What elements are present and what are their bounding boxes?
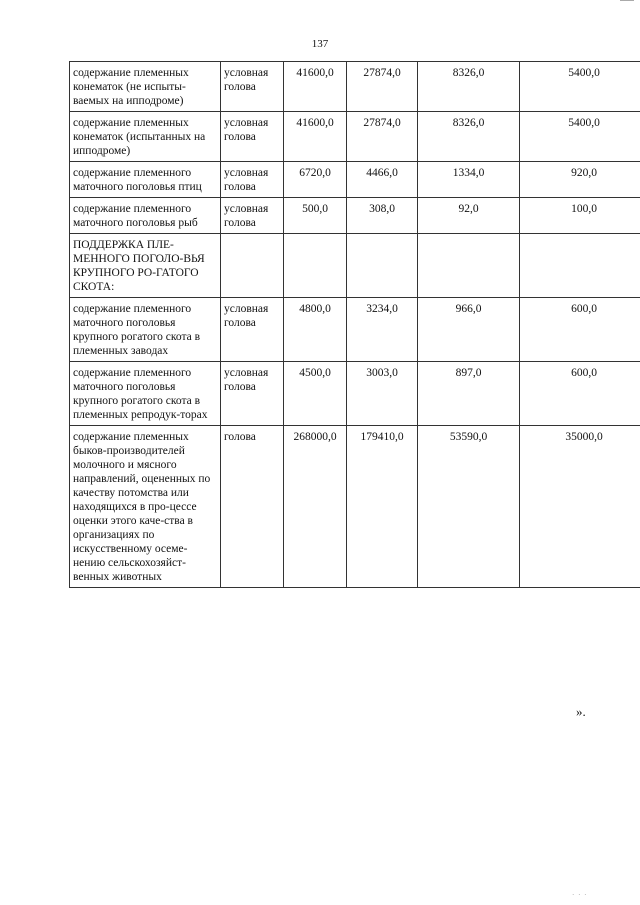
row-value-1-cell: 41600,0: [284, 112, 347, 162]
row-value-1-cell: [284, 234, 347, 298]
row-value-3-cell: 8326,0: [418, 62, 520, 112]
row-value-4-cell: 5400,0: [520, 62, 640, 112]
table-row: [70, 198, 640, 234]
row-value-4-cell: [520, 234, 640, 298]
table-row: [70, 112, 640, 162]
scan-edge-mark: [620, 0, 634, 4]
row-value-3-cell: 897,0: [418, 362, 520, 426]
row-name-cell: содержание племенных быков-производителей молочного и мясного направлений, оцененных по качеству потомства или находящихся в про-цессе оценки этого каче-ства в организациях по искусственному осеме-нению сельскохозяйст-венных животных: [70, 426, 221, 588]
row-unit-cell: условная голова: [221, 162, 284, 198]
row-value-1-cell: 41600,0: [284, 62, 347, 112]
row-value-1-cell: 4500,0: [284, 362, 347, 426]
row-value-3-cell: 92,0: [418, 198, 520, 234]
row-name-cell: ПОДДЕРЖКА ПЛЕ-МЕННОГО ПОГОЛО-ВЬЯ КРУПНОГО РО-ГАТОГО СКОТА:: [70, 234, 221, 298]
row-name-cell: содержание племенного маточного поголовья птиц: [70, 162, 221, 198]
row-value-1-cell: 500,0: [284, 198, 347, 234]
row-value-2-cell: 27874,0: [347, 112, 418, 162]
row-name-cell: содержание племенного маточного поголовья крупного рогатого скота в племенных репродук-торах: [70, 362, 221, 426]
row-value-4-cell: 100,0: [520, 198, 640, 234]
row-value-4-cell: 600,0: [520, 298, 640, 362]
row-value-2-cell: 3003,0: [347, 362, 418, 426]
row-unit-cell: условная голова: [221, 198, 284, 234]
row-value-3-cell: 1334,0: [418, 162, 520, 198]
row-value-2-cell: 4466,0: [347, 162, 418, 198]
row-value-3-cell: 8326,0: [418, 112, 520, 162]
row-value-2-cell: [347, 234, 418, 298]
row-value-2-cell: 3234,0: [347, 298, 418, 362]
table-row: [70, 426, 640, 588]
row-value-4-cell: 600,0: [520, 362, 640, 426]
row-unit-cell: условная голова: [221, 298, 284, 362]
table-row: [70, 234, 640, 298]
row-unit-cell: условная голова: [221, 62, 284, 112]
table-row: [70, 298, 640, 362]
row-unit-cell: условная голова: [221, 362, 284, 426]
table-body: [70, 62, 640, 588]
table-row: [70, 362, 640, 426]
row-value-4-cell: 5400,0: [520, 112, 640, 162]
row-unit-cell: голова: [221, 426, 284, 588]
row-value-3-cell: 53590,0: [418, 426, 520, 588]
row-name-cell: содержание племенных конематок (испытанных на ипподроме): [70, 112, 221, 162]
row-unit-cell: условная голова: [221, 112, 284, 162]
scan-edge-mark-bottom: · · ·: [572, 891, 588, 899]
table-row: [70, 62, 640, 112]
row-value-2-cell: 27874,0: [347, 62, 418, 112]
row-value-1-cell: 268000,0: [284, 426, 347, 588]
row-name-cell: содержание племенного маточного поголовья рыб: [70, 198, 221, 234]
row-value-1-cell: 4800,0: [284, 298, 347, 362]
subsidy-rates-table: [69, 61, 640, 588]
row-name-cell: содержание племенного маточного поголовья крупного рогатого скота в племенных заводах: [70, 298, 221, 362]
row-value-2-cell: 308,0: [347, 198, 418, 234]
row-name-cell: содержание племенных конематок (не испыты-ваемых на ипподроме): [70, 62, 221, 112]
row-value-4-cell: 920,0: [520, 162, 640, 198]
row-value-3-cell: 966,0: [418, 298, 520, 362]
row-value-1-cell: 6720,0: [284, 162, 347, 198]
page-number: 137: [311, 38, 329, 50]
row-value-2-cell: 179410,0: [347, 426, 418, 588]
row-value-4-cell: 35000,0: [520, 426, 640, 588]
closing-quote-mark: ».: [576, 704, 586, 719]
table-row: [70, 162, 640, 198]
row-value-3-cell: [418, 234, 520, 298]
row-unit-cell: [221, 234, 284, 298]
